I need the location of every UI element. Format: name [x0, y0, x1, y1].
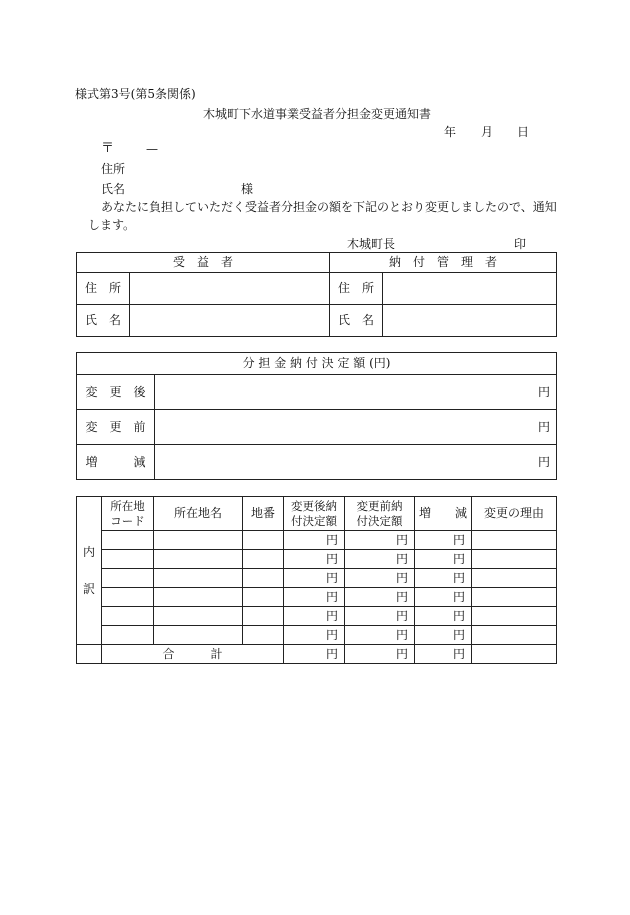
lot-number-cell[interactable]	[243, 588, 284, 607]
party-table	[76, 252, 557, 337]
reason-cell[interactable]	[472, 531, 557, 550]
amount-after-field[interactable]	[155, 375, 557, 410]
total-before-cell[interactable]: 円	[345, 645, 415, 664]
amount-after-header	[284, 497, 345, 531]
after-amount-cell[interactable]: 円	[284, 626, 345, 645]
name-label: 氏名	[101, 182, 126, 196]
after-amount-cell[interactable]: 円	[284, 588, 345, 607]
reason-cell[interactable]	[472, 550, 557, 569]
side-label-uchi: 内	[82, 545, 95, 560]
date-day: 日	[517, 125, 530, 139]
location-name-cell[interactable]	[154, 626, 243, 645]
payer-address-field[interactable]	[383, 273, 557, 305]
amount-before-label: 変 更 前	[77, 410, 155, 445]
reason-header: 変更の理由	[472, 497, 557, 531]
amount-diff-label: 増 減	[77, 445, 155, 480]
table-row	[77, 607, 557, 626]
after-amount-cell[interactable]: 円	[284, 607, 345, 626]
after-amount-cell[interactable]: 円	[284, 569, 345, 588]
location-code-cell[interactable]	[102, 588, 154, 607]
location-name-header: 所在地名	[154, 497, 243, 531]
table-row	[77, 550, 557, 569]
location-code-header-line2: コード	[110, 513, 145, 528]
amount-before-header-line1: 変更前納	[356, 499, 403, 514]
location-name-cell[interactable]	[154, 588, 243, 607]
reason-cell[interactable]	[472, 569, 557, 588]
detail-side-label	[77, 497, 102, 645]
amount-after-header-line1: 変更後納	[291, 499, 337, 514]
beneficiary-address-label: 住 所	[77, 273, 130, 305]
before-amount-cell[interactable]: 円	[345, 569, 415, 588]
total-diff-cell[interactable]: 円	[415, 645, 472, 664]
table-row	[77, 626, 557, 645]
before-amount-cell[interactable]: 円	[345, 531, 415, 550]
before-amount-cell[interactable]: 円	[345, 550, 415, 569]
amount-after-header-line2: 付決定額	[291, 513, 337, 528]
issuer-seal: 印	[514, 237, 527, 251]
location-code-cell[interactable]	[102, 626, 154, 645]
location-name-cell[interactable]	[154, 550, 243, 569]
payer-address-label: 住 所	[330, 273, 383, 305]
lot-number-header: 地番	[243, 497, 284, 531]
side-label-wake: 訳	[82, 581, 95, 596]
total-row	[77, 645, 557, 664]
before-amount-cell[interactable]: 円	[345, 626, 415, 645]
honorific: 様	[241, 182, 254, 196]
total-reason-cell[interactable]	[472, 645, 557, 664]
postal-mark: 〒	[101, 141, 115, 156]
table-row	[77, 531, 557, 550]
reason-cell[interactable]	[472, 588, 557, 607]
location-code-cell[interactable]	[102, 531, 154, 550]
notice-text-line2: します。	[88, 218, 136, 232]
issuer-name: 木城町長	[347, 237, 396, 251]
location-code-header	[102, 497, 154, 531]
beneficiary-name-label: 氏 名	[77, 305, 130, 337]
payer-name-label: 氏 名	[330, 305, 383, 337]
location-name-cell[interactable]	[154, 569, 243, 588]
reason-cell[interactable]	[472, 626, 557, 645]
lot-number-cell[interactable]	[243, 550, 284, 569]
postal-dash: —	[146, 142, 158, 156]
lot-number-cell[interactable]	[243, 626, 284, 645]
amount-diff-field[interactable]	[155, 445, 557, 480]
beneficiary-address-field[interactable]	[130, 273, 330, 305]
total-side-blank	[77, 645, 102, 664]
document-title: 木城町下水道事業受益者分担金変更通知書	[203, 107, 432, 121]
location-code-cell[interactable]	[102, 550, 154, 569]
form-number: 様式第3号(第5条関係)	[75, 87, 196, 101]
date-year: 年	[444, 125, 457, 139]
after-amount-cell[interactable]: 円	[284, 550, 345, 569]
amount-before-header	[345, 497, 415, 531]
diff-amount-cell[interactable]: 円	[415, 531, 472, 550]
before-amount-cell[interactable]: 円	[345, 588, 415, 607]
diff-header: 増 減	[415, 497, 472, 531]
location-code-cell[interactable]	[102, 569, 154, 588]
payer-header: 納 付 管 理 者	[330, 253, 557, 273]
amount-header: 分 担 金 納 付 決 定 額 (円)	[77, 353, 557, 375]
amount-before-field[interactable]	[155, 410, 557, 445]
location-code-header-line1: 所在地	[110, 499, 145, 514]
yen-unit: 円	[538, 454, 551, 469]
total-after-cell[interactable]: 円	[284, 645, 345, 664]
beneficiary-name-field[interactable]	[130, 305, 330, 337]
date-month: 月	[481, 125, 494, 139]
amount-table	[76, 352, 557, 480]
lot-number-cell[interactable]	[243, 607, 284, 626]
diff-amount-cell[interactable]: 円	[415, 626, 472, 645]
table-row	[77, 588, 557, 607]
lot-number-cell[interactable]	[243, 531, 284, 550]
location-code-cell[interactable]	[102, 607, 154, 626]
yen-unit: 円	[538, 384, 551, 399]
payer-name-field[interactable]	[383, 305, 557, 337]
diff-amount-cell[interactable]: 円	[415, 569, 472, 588]
lot-number-cell[interactable]	[243, 569, 284, 588]
total-label: 合 計	[102, 645, 284, 664]
amount-before-header-line2: 付決定額	[356, 513, 403, 528]
beneficiary-header: 受 益 者	[77, 253, 330, 273]
detail-table	[76, 496, 557, 664]
yen-unit: 円	[538, 419, 551, 434]
before-amount-cell[interactable]: 円	[345, 607, 415, 626]
address-label: 住所	[101, 162, 126, 176]
location-name-cell[interactable]	[154, 531, 243, 550]
after-amount-cell[interactable]: 円	[284, 531, 345, 550]
diff-amount-cell[interactable]: 円	[415, 588, 472, 607]
location-name-cell[interactable]	[154, 607, 243, 626]
amount-after-label: 変 更 後	[77, 375, 155, 410]
table-row	[77, 569, 557, 588]
diff-amount-cell[interactable]: 円	[415, 550, 472, 569]
notice-text-line1: あなたに負担していただく受益者分担金の額を下記のとおり変更しましたので、通知	[101, 200, 557, 214]
diff-amount-cell[interactable]: 円	[415, 607, 472, 626]
reason-cell[interactable]	[472, 607, 557, 626]
